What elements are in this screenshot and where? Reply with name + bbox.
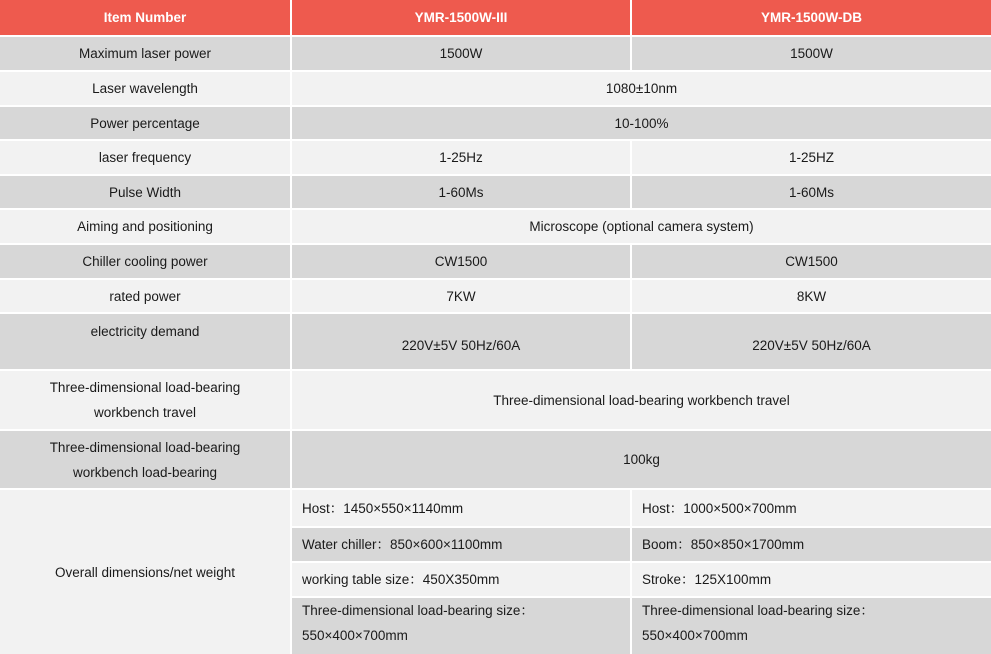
row-value-b: 220V±5V 50Hz/60A (632, 314, 991, 369)
label-line: Three-dimensional load-bearing (49, 380, 241, 395)
row-label-rated-power: rated power (0, 280, 290, 312)
row-value-b: 1-25HZ (632, 141, 991, 174)
header-model-b: YMR-1500W-DB (632, 0, 991, 35)
row-label-workbench-load (0, 431, 290, 488)
dimension-line: Three-dimensional load-bearing size： (642, 603, 874, 618)
row-value-a: 1-25Hz (292, 141, 630, 174)
row-value-a: 7KW (292, 280, 630, 312)
dimension-b-stroke: Stroke：125X100mm (632, 563, 991, 596)
dimension-a-chiller: Water chiller：850×600×1100mm (292, 528, 630, 561)
row-value-merged: 10-100% (292, 107, 991, 139)
dimension-line: 550×400×700mm (302, 628, 408, 643)
row-value-a: 220V±5V 50Hz/60A (292, 314, 630, 369)
header-item-number: Item Number (0, 0, 290, 35)
dimension-a-table: working table size：450X350mm (292, 563, 630, 596)
row-label-aiming: Aiming and positioning (0, 210, 290, 243)
row-label-electricity: electricity demand (0, 314, 290, 369)
dimension-a-load-size (292, 598, 630, 654)
row-value-merged: 100kg (292, 431, 991, 488)
row-value-b: CW1500 (632, 245, 991, 278)
row-label-wavelength: Laser wavelength (0, 72, 290, 105)
label-line: workbench load-bearing (72, 464, 218, 480)
dimension-b-load-size (632, 598, 991, 654)
row-label-workbench-travel (0, 371, 290, 429)
row-value-merged: Microscope (optional camera system) (292, 210, 991, 243)
row-value-b: 1-60Ms (632, 176, 991, 208)
row-value-a: 1500W (292, 37, 630, 70)
dimension-line: 550×400×700mm (642, 628, 748, 643)
dimension-b-boom: Boom：850×850×1700mm (632, 528, 991, 561)
row-value-a: CW1500 (292, 245, 630, 278)
row-label-power-percentage: Power percentage (0, 107, 290, 139)
dimension-a-host: Host：1450×550×1140mm (292, 490, 630, 526)
dimension-line: Three-dimensional load-bearing size： (302, 603, 534, 618)
row-label-dimensions: Overall dimensions/net weight (0, 490, 290, 654)
label-line: workbench travel (93, 405, 197, 420)
row-value-a: 1-60Ms (292, 176, 630, 208)
row-label-frequency: laser frequency (0, 141, 290, 174)
row-value-merged: 1080±10nm (292, 72, 991, 105)
header-model-a: YMR-1500W-III (292, 0, 630, 35)
row-value-b: 8KW (632, 280, 991, 312)
dimension-b-host: Host：1000×500×700mm (632, 490, 991, 526)
row-value-b: 1500W (632, 37, 991, 70)
row-label-pulse-width: Pulse Width (0, 176, 290, 208)
row-value-merged: Three-dimensional load-bearing workbench travel (292, 371, 991, 429)
label-line: Three-dimensional load-bearing (49, 439, 241, 455)
row-label-chiller: Chiller cooling power (0, 245, 290, 278)
row-label-max-power: Maximum laser power (0, 37, 290, 70)
